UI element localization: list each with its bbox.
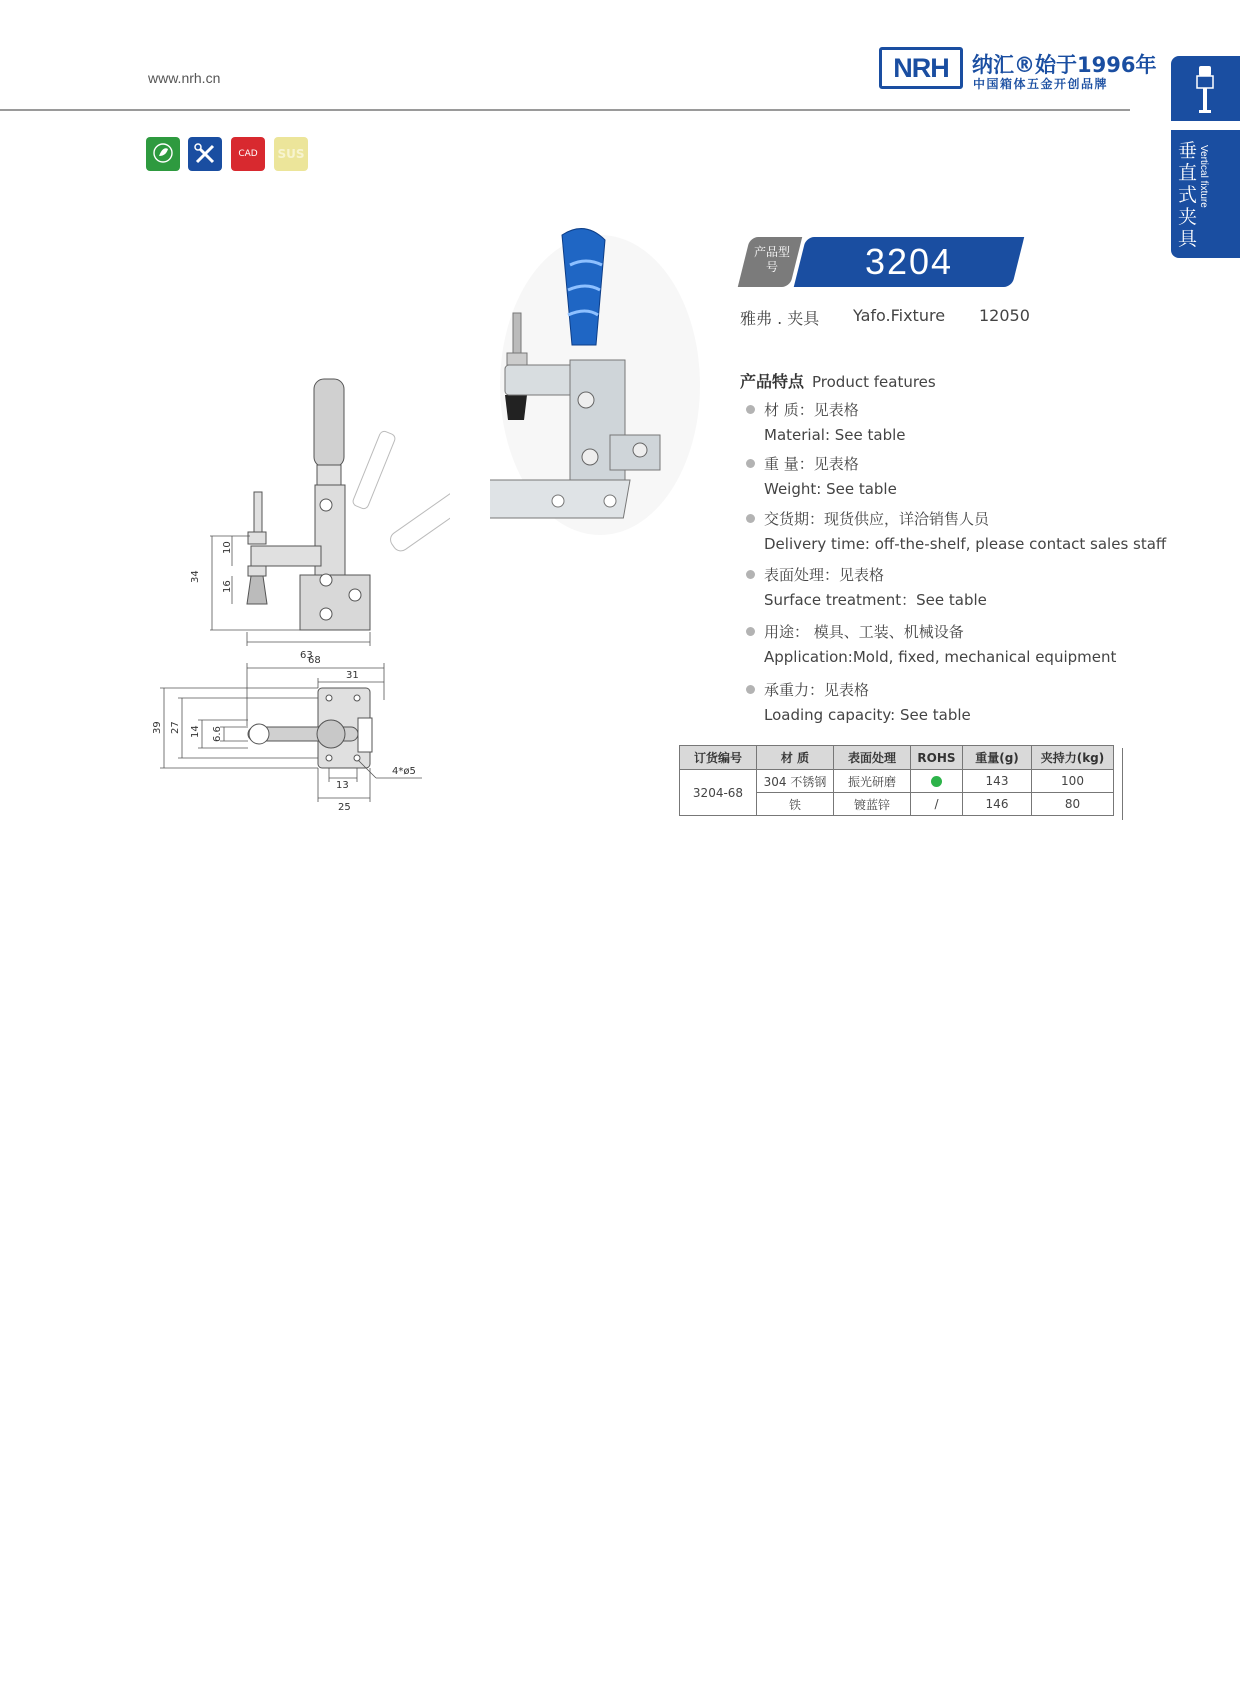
rohs-cell: /	[911, 793, 963, 816]
bullet-dot	[746, 570, 755, 579]
product-name-en: Yafo.Fixture	[853, 306, 946, 325]
technical-drawing	[150, 370, 450, 830]
nrh-logo: NRH	[879, 47, 963, 89]
product-name-cn: 雅弗 . 夹具	[740, 309, 820, 328]
feature-material: 材 质：见表格 Material: See table	[746, 398, 906, 448]
header-divider	[0, 109, 1130, 111]
spec-table	[679, 745, 1114, 816]
dim-side-16: 16	[222, 580, 233, 593]
features-title	[740, 369, 936, 392]
th-order-no: 订货编号	[680, 746, 757, 770]
features-title-cn: 产品特点	[740, 372, 805, 391]
model-number: 3204	[864, 241, 954, 282]
feature-weight: 重 量：见表格 Weight: See table	[746, 452, 897, 502]
features-title-en: Product features	[812, 373, 936, 391]
bullet-dot	[746, 405, 755, 414]
top-view-drawing	[248, 688, 372, 768]
force-cell: 100	[1032, 770, 1114, 793]
dim-top-39: 39	[152, 721, 163, 734]
dim-side-63: 63	[300, 650, 313, 661]
brand-subline: 中国箱体五金开创品牌	[973, 77, 1109, 91]
material-cell: 304 不锈钢	[757, 770, 834, 793]
table-row	[680, 770, 1114, 793]
rohs-green-dot-icon	[931, 776, 942, 787]
cad-icon: CAD	[231, 137, 265, 171]
th-weight: 重量(g)	[963, 746, 1032, 770]
feature-application: 用途： 模具、工装、机械设备 Application:Mold, fixed, mechanical equipment	[746, 620, 1116, 670]
th-surface: 表面处理	[834, 746, 911, 770]
bullet-dot	[746, 514, 755, 523]
weight-cell: 146	[963, 793, 1032, 816]
category-cn: 垂直式夹具	[1178, 140, 1198, 250]
table-edge-line	[1112, 748, 1123, 820]
feature-surface: 表面处理：见表格 Surface treatment：See table	[746, 563, 987, 613]
dim-top-13: 13	[336, 780, 349, 791]
dim-top-31: 31	[346, 670, 359, 681]
model-tag-label: 产品型号	[753, 245, 790, 274]
force-cell: 80	[1032, 793, 1114, 816]
category-en: Vertical fixture	[1198, 145, 1209, 208]
dim-top-27: 27	[170, 721, 181, 734]
order-no-cell: 3204-68	[680, 770, 757, 816]
product-code: 12050	[979, 306, 1030, 325]
product-photo	[490, 225, 710, 545]
vertical-clamp-icon	[1171, 56, 1240, 121]
brand-line: 纳汇®始于1996年	[972, 53, 1157, 77]
bullet-dot	[746, 685, 755, 694]
rohs-leaf-icon	[146, 137, 180, 171]
surface-cell: 镀蓝锌	[834, 793, 911, 816]
bullet-dot	[746, 459, 755, 468]
dim-hole: 4*ø5	[392, 766, 416, 777]
material-cell: 铁	[757, 793, 834, 816]
dim-side-34: 34	[190, 570, 201, 583]
sus-icon: SUS	[274, 137, 308, 171]
bullet-dot	[746, 627, 755, 636]
dim-top-25: 25	[338, 802, 351, 813]
dim-side-10: 10	[222, 541, 233, 554]
rohs-cell	[911, 770, 963, 793]
side-icon-tab	[1171, 56, 1240, 121]
side-view-drawing	[247, 379, 450, 630]
feature-delivery: 交货期：现货供应，详洽销售人员 Delivery time: off-the-shelf, please contact sales staff	[746, 507, 1166, 557]
site-url: www.nrh.cn	[148, 70, 221, 86]
th-rohs: ROHS	[911, 746, 963, 770]
dim-top-14: 14	[190, 725, 201, 738]
th-force: 夹持力(kg)	[1032, 746, 1114, 770]
surface-cell: 振光研磨	[834, 770, 911, 793]
tools-icon	[188, 137, 222, 171]
dim-top-68: 68	[308, 655, 321, 666]
weight-cell: 143	[963, 770, 1032, 793]
table-header-row	[680, 746, 1114, 770]
th-material: 材 质	[757, 746, 834, 770]
dim-top-6-6: 6.6	[212, 726, 223, 742]
feature-loading: 承重力：见表格 Loading capacity: See table	[746, 678, 971, 728]
